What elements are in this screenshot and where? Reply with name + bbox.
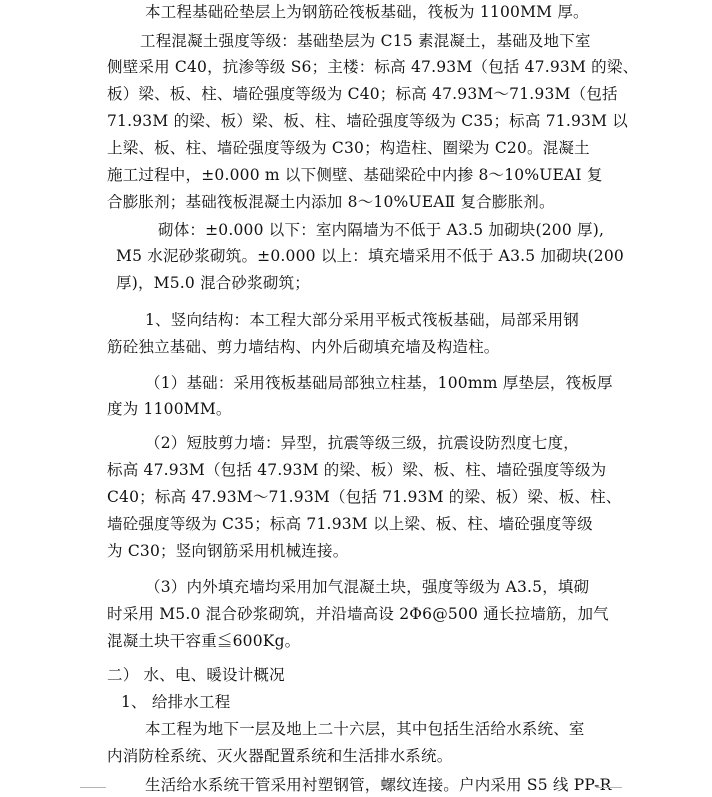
- text-line: 上梁、板、柱、墙砼强度等级为 C30；构造柱、圈梁为 C20。混凝土: [107, 139, 590, 157]
- page-corner-mark-left: [80, 787, 106, 788]
- text-line: 为 C30；竖向钢筋采用机械连接。: [107, 542, 349, 560]
- text-line: C40；标高 47.93M～71.93M（包括 71.93M 的梁、板）梁、板、柱、: [107, 488, 622, 506]
- text-line: M5 水泥砂浆砌筑。±0.000 以上：填充墙采用不低于 A3.5 加砌块(200: [116, 247, 624, 265]
- text-line: 工程混凝土强度等级：基础垫层为 C15 素混凝土，基础及地下室: [140, 32, 591, 50]
- text-line: 合膨胀剂；基础筏板混凝土内添加 8～10%UEAⅡ 复合膨胀剂。: [107, 193, 555, 211]
- text-line: 本工程基础砼垫层上为钢筋砼筏板基础，筏板为 1100MM 厚。: [145, 3, 589, 21]
- text-line: 本工程为地下一层及地上二十六层，其中包括生活给水系统、室: [145, 720, 585, 738]
- text-line: 侧壁采用 C40，抗渗等级 S6；主楼：标高 47.93M（包括 47.93M 的梁、: [107, 58, 639, 76]
- text-line: 墙砼强度等级为 C35；标高 71.93M 以上梁、板、柱、墙砼强度等级: [107, 515, 593, 533]
- text-line: 71.93M 的梁、板）梁、板、柱、墙砼强度等级为 C35；标高 71.93M 以: [107, 112, 628, 130]
- text-line: 时采用 M5.0 混合砂浆砌筑，并沿墙高设 2Φ6@500 通长拉墙筋，加气: [107, 605, 609, 623]
- text-line: （2）短肢剪力墙：异型，抗震等级三级，抗震设防烈度七度，: [145, 434, 579, 452]
- text-line: 标高 47.93M（包括 47.93M 的梁、板）梁、板、柱、墙砼强度等级为: [107, 461, 607, 479]
- page-corner-mark-right: [596, 787, 622, 788]
- text-line: 板）梁、板、柱、墙砼强度等级为 C40；标高 47.93M～71.93M（包括: [107, 85, 618, 103]
- subsection-heading: 1、 给排水工程: [121, 693, 231, 711]
- text-line: 内消防栓系统、灭火器配置系统和生活排水系统。: [107, 747, 453, 765]
- text-line: 筋砼独立基础、剪力墙结构、内外后砌填充墙及构造柱。: [107, 338, 500, 356]
- text-line: 混凝土块干容重≦600Kg。: [107, 632, 301, 650]
- text-line: （1）基础：采用筏板基础局部独立柱基，100mm 厚垫层，筏板厚: [145, 374, 613, 392]
- text-line: 厚)，M5.0 混合砂浆砌筑；: [116, 274, 310, 292]
- text-line: 砌体：±0.000 以下：室内隔墙为不低于 A3.5 加砌块(200 厚),: [158, 221, 605, 239]
- text-line: 施工过程中，±0.000 m 以下侧壁、基础梁砼中内掺 8～10%UEAI 复: [107, 166, 603, 184]
- section-heading: 二） 水、电、暖设计概况: [107, 666, 285, 684]
- text-line: 生活给水系统干管采用衬塑钢管，螺纹连接。户内采用 S5 线 PP-R: [145, 776, 612, 794]
- text-line: 1、竖向结构：本工程大部分采用平板式筏板基础，局部采用钢: [145, 311, 579, 329]
- text-line: （3）内外填充墙均采用加气混凝土块，强度等级为 A3.5，填砌: [145, 578, 590, 596]
- text-line: 度为 1100MM。: [107, 400, 232, 418]
